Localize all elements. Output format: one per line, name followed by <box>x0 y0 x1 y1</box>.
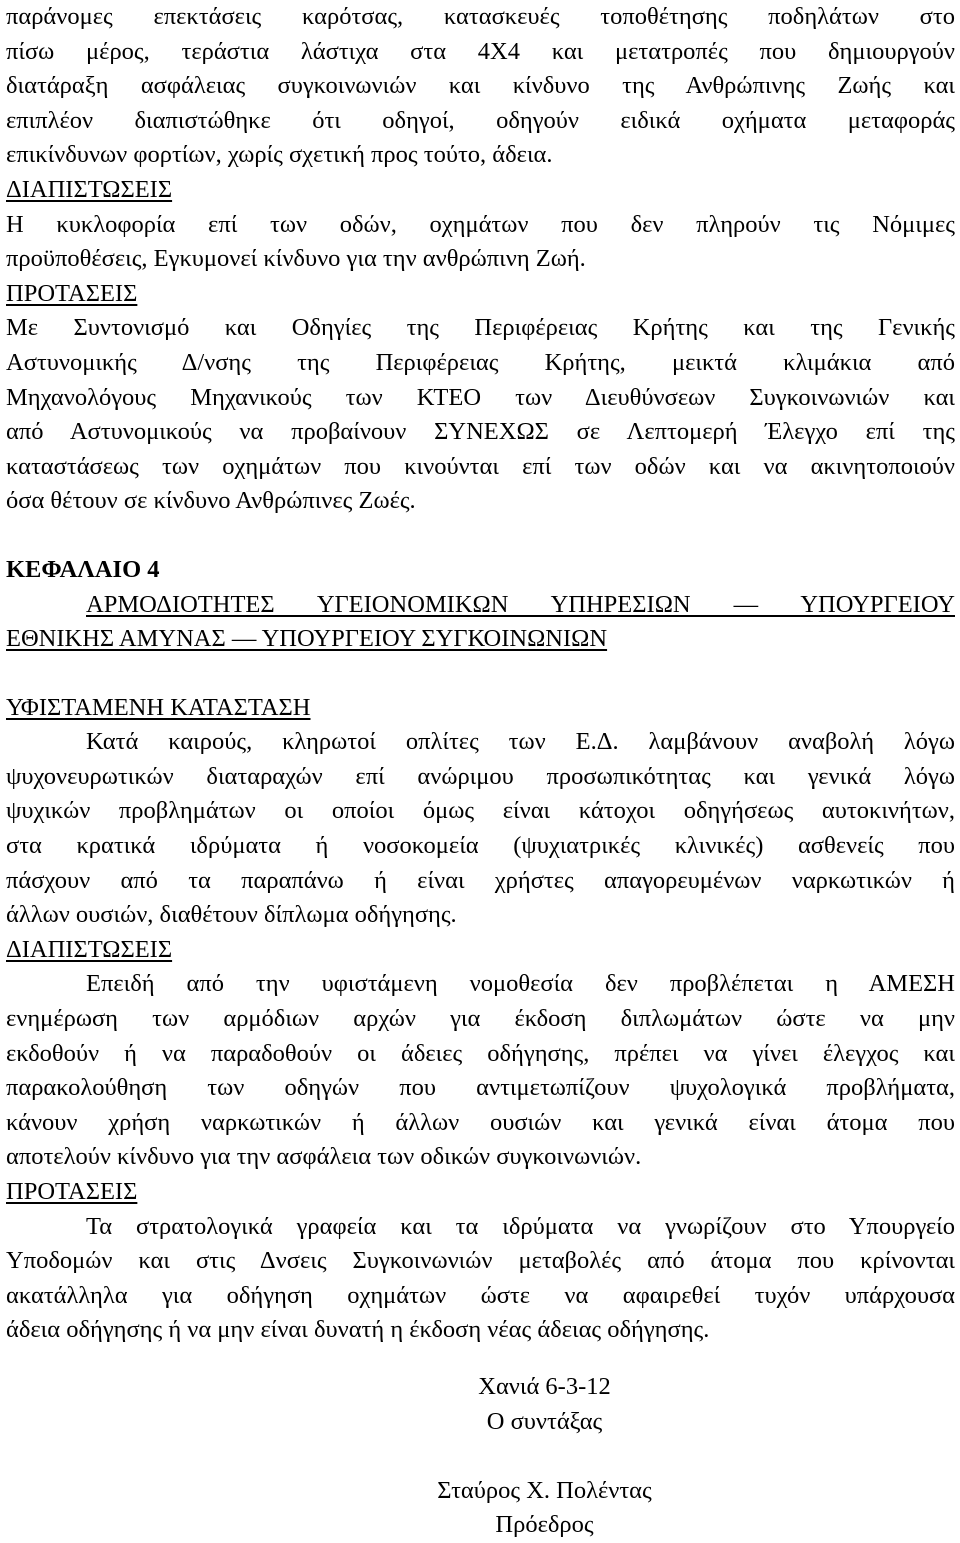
findings-heading: ΔΙΑΠΙΣΤΩΣΕΙΣ <box>6 935 173 963</box>
chapter-title: ΑΡΜΟΔΙΟΤΗΤΕΣ ΥΓΕΙΟΝΟΜΙΚΩΝ ΥΠΗΡΕΣΙΩΝ — ΥΠΟΥΡΓΕΙΟΥ <box>86 590 955 618</box>
situation-paragraph <box>6 725 955 933</box>
text-line: Αστυνομικής Δ/νσης της Περιφέρειας Κρήτης, μεικτά κλιμάκια από <box>6 348 955 376</box>
proposals-heading: ΠΡΟΤΑΣΕΙΣ <box>6 279 138 307</box>
findings-paragraph <box>6 208 955 277</box>
proposals-paragraph <box>6 311 955 519</box>
text-line: προϋποθέσεις, Εγκυμονεί κίνδυνο για την ανθρώπινη Ζωή. <box>6 245 586 273</box>
findings-paragraph <box>6 967 955 1175</box>
text-line: παρακολούθηση των οδηγών που αντιμετωπίζουν ψυχολογικά προβλήματα, <box>6 1074 955 1102</box>
situation-heading: ΥΦΙΣΤΑΜΕΝΗ ΚΑΤΑΣΤΑΣΗ <box>6 693 311 721</box>
spacer <box>6 657 955 691</box>
text-line: Κατά καιρούς, κληρωτοί οπλίτες των Ε.Δ. λαμβάνουν αναβολή λόγω <box>86 728 955 756</box>
author-title: Πρόεδρος <box>495 1511 594 1539</box>
text-line: Τα στρατολογικά γραφεία και τα ιδρύματα να γνωρίζουν στο Υπουργείο <box>86 1212 955 1240</box>
proposals-heading: ΠΡΟΤΑΣΕΙΣ <box>6 1178 138 1205</box>
chapter-title-continued: ΕΘΝΙΚΗΣ ΑΜΥΝΑΣ — ΥΠΟΥΡΓΕΙΟΥ ΣΥΓΚΟΙΝΩΝΙΩΝ <box>6 625 608 653</box>
text-line: διατάραξη ασφάλειας συγκοινωνιών και κίνδυνο της Ανθρώπινης Ζωής και <box>6 72 955 100</box>
text-line: από Αστυνομικούς να προβαίνουν ΣΥΝΕΧΩΣ σε Λεπτομερή Έλεγχο επί της <box>6 418 955 446</box>
text-line: άλλων ουσιών, διαθέτουν δίπλωμα οδήγησης. <box>6 901 457 929</box>
proposals-paragraph <box>6 1210 955 1348</box>
text-line: εκδοθούν ή να παραδοθούν οι άδειες οδήγησης, πρέπει να γίνει έλεγχος και <box>6 1039 955 1067</box>
text-line: κάνουν χρήση ναρκωτικών ή άλλων ουσιών και γενικά είναι άτομα που <box>6 1108 955 1136</box>
text-line: ψυχονευρωτικών διαταραχών επί ανώριμου προσωπικότητας και γενικά λόγω <box>6 762 955 790</box>
text-line: επικίνδυνων φορτίων, χωρίς σχετική προς τούτο, άδεια. <box>6 141 553 169</box>
text-line: Υποδομών και στις Δνσεις Συγκοινωνιών μεταβολές από άτομα που κρίνονται <box>6 1247 955 1275</box>
text-line: Η κυκλοφορία επί των οδών, οχημάτων που δεν πληρούν τις Νόμιμες <box>6 210 955 238</box>
text-line: Με Συντονισμό και Οδηγίες της Περιφέρειας Κρήτης και της Γενικής <box>6 314 955 342</box>
intro-paragraph <box>6 0 955 173</box>
place-date: Χανιά 6-3-12 <box>478 1373 611 1400</box>
author-role: Ο συντάξας <box>486 1407 603 1435</box>
text-line: πάσχουν από τα παραπάνω ή είναι χρήστες απαγορευμένων ναρκωτικών ή <box>6 866 955 894</box>
document-page <box>6 0 955 1348</box>
text-line: ενημέρωση των αρμόδιων αρχών για έκδοση διπλωμάτων ώστε να μην <box>6 1005 955 1033</box>
text-line: Επειδή από την υφιστάμενη νομοθεσία δεν προβλέπεται η ΑΜΕΣΗ <box>86 970 955 998</box>
author-name: Σταύρος Χ. Πολέντας <box>437 1476 652 1504</box>
text-line: στα κρατικά ιδρύματα ή νοσοκομεία (ψυχιατρικές κλινικές) ασθενείς που <box>6 832 955 860</box>
text-line: όσα θέτουν σε κίνδυνο Ανθρώπινες Ζωές. <box>6 487 416 515</box>
text-line: ψυχικών προβλημάτων οι οποίοι όμως είναι κάτοχοι οδηγήσεως αυτοκινήτων, <box>6 797 955 825</box>
text-line: πίσω μέρος, τεράστια λάστιχα στα 4Χ4 και μετατροπές που δημιουργούν <box>6 37 955 65</box>
text-line: άδεια οδήγησης ή να μην είναι δυνατή η έκδοση νέας άδειας οδήγησης. <box>6 1316 710 1344</box>
chapter-label: ΚΕΦΑΛΑΙΟ 4 <box>6 555 160 583</box>
findings-heading: ΔΙΑΠΙΣΤΩΣΕΙΣ <box>6 175 173 203</box>
text-line: επιπλέον διαπιστώθηκε ότι οδηγοί, οδηγούν ειδικά οχήματα μεταφοράς <box>6 106 955 134</box>
text-line: καταστάσεως των οχημάτων που κινούνται επί των οδών και να ακινητοποιούν <box>6 452 955 480</box>
text-line: ακατάλληλα για οδήγηση οχημάτων ώστε να αφαιρεθεί τυχόν υπάρχουσα <box>6 1281 955 1309</box>
signature-block <box>70 1370 960 1543</box>
spacer <box>6 519 955 553</box>
spacer <box>70 1439 960 1474</box>
text-line: αποτελούν κίνδυνο για την ασφάλεια των οδικών συγκοινωνιών. <box>6 1143 642 1171</box>
text-line: Μηχανολόγους Μηχανικούς των ΚΤΕΟ των Διευθύνσεων Συγκοινωνιών και <box>6 383 955 411</box>
text-line: παράνομες επεκτάσεις καρότσας, κατασκευές τοποθέτησης ποδηλάτων στο <box>6 3 955 30</box>
